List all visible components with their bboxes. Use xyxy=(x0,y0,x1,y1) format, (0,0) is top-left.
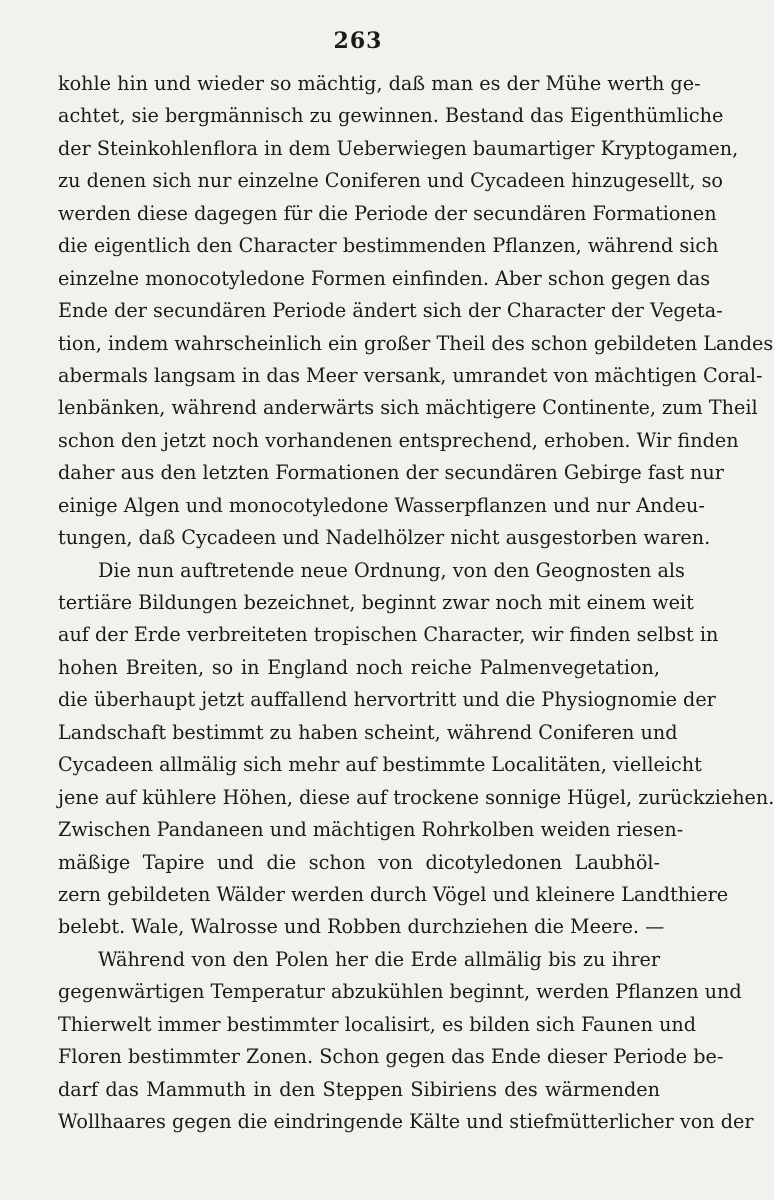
text-line: gegenwärtigen Temperatur abzukühlen beginnt, werden Pflanzen und xyxy=(58,980,742,1004)
text-line: einige Algen und monocotyledone Wasserpflanzen und nur Andeu- xyxy=(58,493,705,517)
text-line: schon den jetzt noch vorhandenen entsprechend, erhoben. Wir finden xyxy=(58,428,739,452)
text-line: die überhaupt jetzt auffallend hervortritt und die Physiognomie der xyxy=(58,688,716,712)
text-line: auf der Erde verbreiteten tropischen Character, wir finden selbst in xyxy=(58,623,719,647)
text-line: hohen Breiten, so in England noch reiche Palmenvegetation, xyxy=(58,655,660,679)
text-line: belebt. Wale, Walrosse und Robben durchziehen die Meere. — xyxy=(58,915,665,939)
text-line: lenbänken, während anderwärts sich mächtigere Continente, zum Theil xyxy=(58,396,758,420)
text-line: Thierwelt immer bestimmter localisirt, es bilden sich Faunen und xyxy=(58,1012,697,1036)
paragraph-start-line: Während von den Polen her die Erde allmälig bis zu ihrer xyxy=(98,947,660,971)
text-line: achtet, sie bergmännisch zu gewinnen. Bestand das Eigenthümliche xyxy=(58,104,724,128)
text-line: tertiäre Bildungen bezeichnet, beginnt zwar noch mit einem weit xyxy=(58,591,694,614)
text-line: Wollhaares gegen die eindringende Kälte und stiefmütterlicher von der xyxy=(58,1110,754,1133)
text-line: Zwischen Pandaneen und mächtigen Rohrkolben weiden riesen- xyxy=(58,818,684,842)
text-line: Floren bestimmter Zonen. Schon gegen das Ende dieser Periode be- xyxy=(58,1045,724,1069)
text-line: tion, indem wahrscheinlich ein großer Theil des schon gebildeten Landes xyxy=(58,331,774,355)
text-line: die eigentlich den Character bestimmenden Pflanzen, während sich xyxy=(58,234,719,258)
text-line: darf das Mammuth in den Steppen Sibiriens des wärmenden xyxy=(58,1077,660,1101)
text-line: Landschaft bestimmt zu haben scheint, während Coniferen und xyxy=(58,720,678,744)
text-line: Cycadeen allmälig sich mehr auf bestimmte Localitäten, vielleicht xyxy=(58,753,702,777)
text-line: einzelne monocotyledone Formen einfinden. Aber schon gegen das xyxy=(58,266,711,290)
paragraph-start-line: Die nun auftretende neue Ordnung, von den Geognosten als xyxy=(98,558,685,582)
text-line: kohle hin und wieder so mächtig, daß man es der Mühe werth ge- xyxy=(58,72,701,95)
text-line: zern gebildeten Wälder werden durch Vögel und kleinere Landthiere xyxy=(58,882,729,906)
text-line: werden diese dagegen für die Periode der secundären Formationen xyxy=(58,201,717,225)
body-text xyxy=(58,68,774,1138)
text-line: der Steinkohlenflora in dem Ueberwiegen baumartiger Kryptogamen, xyxy=(58,136,739,160)
text-line: tungen, daß Cycadeen und Nadelhölzer nicht ausgestorben waren. xyxy=(58,526,711,550)
text-line: jene auf kühlere Höhen, diese auf trockene sonnige Hügel, zurückziehen. xyxy=(58,785,774,809)
text-line: zu denen sich nur einzelne Coniferen und Cycadeen hinzugesellt, so xyxy=(58,169,723,193)
text-line: daher aus den letzten Formationen der secundären Gebirge fast nur xyxy=(58,461,724,485)
text-line: abermals langsam in das Meer versank, umrandet von mächtigen Coral- xyxy=(58,363,763,387)
text-line: mäßige Tapire und die schon von dicotyledonen Laubhöl- xyxy=(58,850,660,874)
page-number: 263 xyxy=(333,28,383,54)
text-line: Ende der secundären Periode ändert sich der Character der Vegeta- xyxy=(58,299,723,323)
